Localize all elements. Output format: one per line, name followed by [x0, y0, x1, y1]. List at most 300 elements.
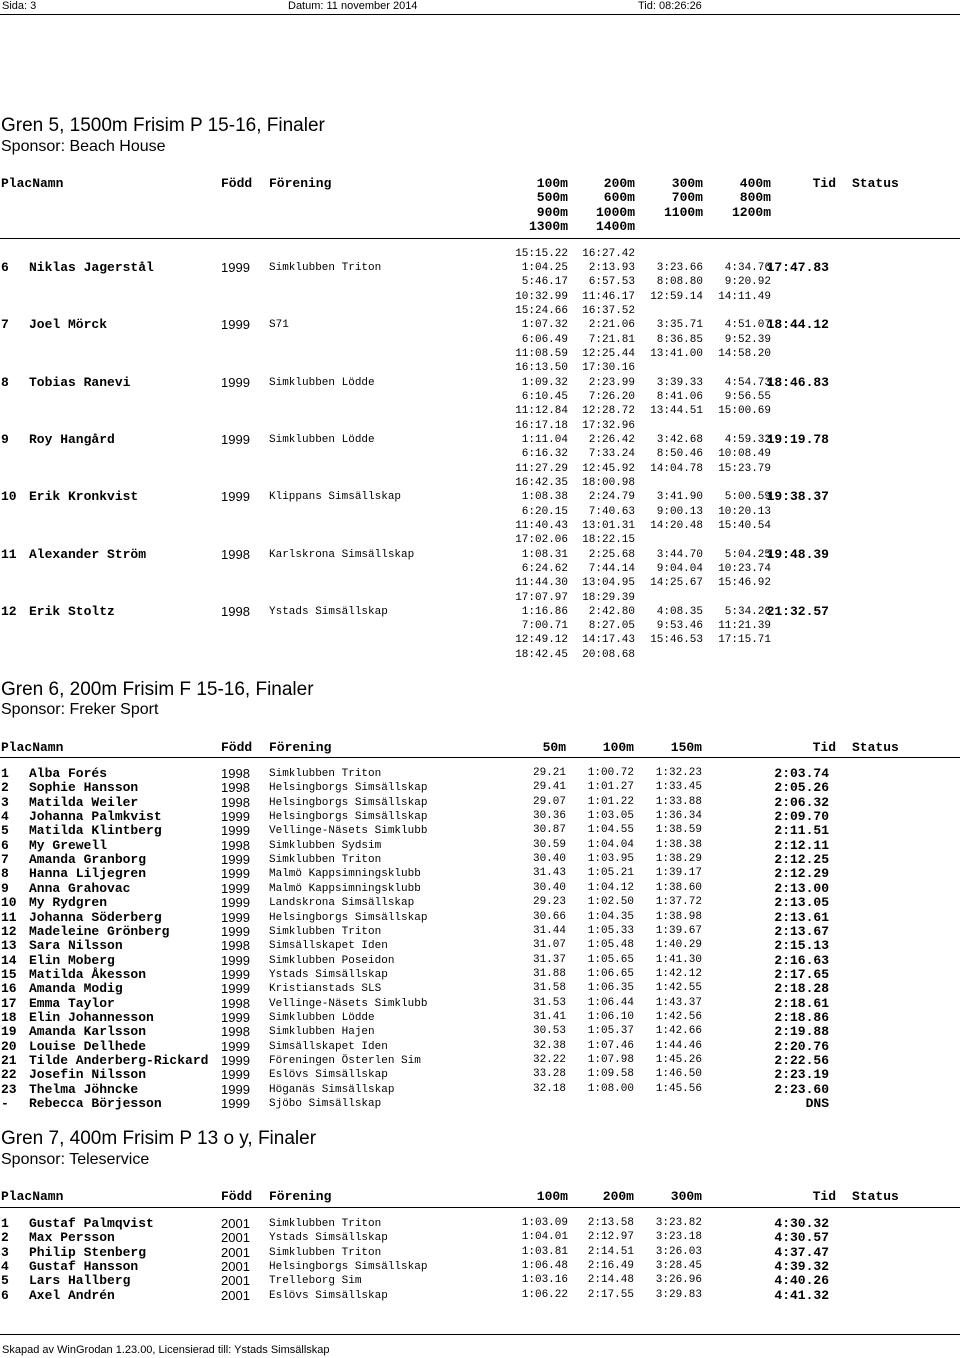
split-time: 15:46.53: [650, 634, 703, 647]
footer-rule: [0, 1334, 960, 1335]
header-rule: [0, 14, 960, 15]
swimmer-name: Louise Dellhede: [29, 1038, 147, 1054]
placing: 4: [1, 1259, 9, 1275]
birth-year: 2001: [221, 1259, 250, 1275]
col-placnamn: PlacNamn: [1, 1189, 64, 1204]
results-header-rule: [0, 757, 960, 758]
split-time: 3:44.70: [656, 548, 703, 561]
placing: 9: [1, 880, 9, 896]
split-time: 1:42.56: [655, 1010, 702, 1023]
club-name: Simklubben Lödde: [269, 433, 375, 446]
split-time: 29.21: [532, 767, 566, 779]
split-time: 13:04.95: [582, 577, 635, 590]
birth-year: 1999: [221, 431, 250, 447]
col-placnamn: PlacNamn: [1, 740, 64, 755]
placing: 12: [1, 603, 17, 619]
club-name: Simklubben Triton: [269, 1218, 382, 1230]
swimmer-name: Hanna Liljegren: [29, 866, 147, 882]
split-time: 1:04.25: [521, 262, 568, 274]
final-time: 2:03.74: [774, 766, 829, 781]
split-time: 14:11.49: [718, 290, 771, 303]
club-name: Kristianstads SLS: [269, 983, 382, 996]
birth-year: 1999: [221, 374, 250, 390]
placing: 2: [1, 780, 9, 796]
split-time: 1:08.00: [587, 1082, 634, 1095]
club-name: Simsällskapet Iden: [269, 940, 388, 953]
placing: 5: [1, 823, 9, 839]
split-time: 9:53.46: [656, 620, 703, 633]
split-time: 16:37.52: [582, 305, 635, 317]
birth-year: 1999: [221, 1038, 250, 1054]
split-time: 4:59.32: [724, 433, 771, 446]
placing: 20: [1, 1038, 17, 1054]
split-time: 2:23.99: [588, 376, 635, 389]
birth-year: 1999: [221, 317, 250, 333]
club-name: Simklubben Triton: [269, 768, 382, 780]
split-time: 10:08.49: [718, 448, 771, 461]
swimmer-name: Philip Stenberg: [29, 1244, 147, 1260]
placing: 21: [1, 1053, 17, 1068]
split-time: 8:27.05: [588, 620, 635, 633]
split-time: 2:16.49: [587, 1260, 634, 1273]
event-title-gren-5: Gren 5, 1500m Frisim P 15-16, Finaler: [1, 115, 325, 136]
placing: 8: [1, 866, 9, 882]
split-time: 2:26.42: [588, 433, 635, 446]
birth-year: 1999: [221, 923, 250, 939]
split-time: 2:17.55: [587, 1288, 634, 1301]
final-time: 19:38.37: [766, 489, 829, 505]
split-time: 1:39.17: [655, 867, 702, 880]
final-time: 17:47.83: [766, 260, 829, 275]
split-time: 6:24.62: [521, 562, 568, 575]
split-time: 12:49.12: [515, 634, 568, 647]
split-time: 1:04.35: [587, 910, 634, 923]
split-time: 3:23.18: [655, 1231, 702, 1244]
split-time: 1:04.01: [521, 1231, 568, 1244]
swimmer-name: Sophie Hansson: [29, 780, 139, 796]
split-time: 1:04.55: [587, 824, 634, 837]
placing: 15: [1, 966, 17, 982]
split-time: 3:28.45: [655, 1260, 702, 1273]
split-time: 6:16.32: [521, 448, 568, 461]
placing: 6: [1, 1287, 9, 1303]
club-name: Helsingborgs Simsällskap: [269, 782, 428, 795]
col-split-distance: 50m: [542, 740, 566, 755]
split-time: 1:06.65: [587, 967, 634, 980]
club-name: Vellinge-Näsets Simklubb: [269, 825, 428, 838]
birth-year: 1999: [221, 489, 250, 505]
final-time: 21:32.57: [766, 603, 829, 619]
split-time: 1:06.48: [521, 1260, 568, 1273]
split-time: 30.40: [532, 881, 566, 894]
split-time: 9:20.92: [724, 276, 771, 289]
club-name: Simklubben Lödde: [269, 1011, 375, 1024]
split-time: 3:41.90: [656, 491, 703, 504]
col-split-distance: 500m: [536, 190, 568, 206]
swimmer-name: Amanda Granborg: [29, 852, 147, 868]
club-name: Simklubben Poseidon: [269, 954, 395, 967]
col-tid: Tid: [812, 1189, 836, 1204]
split-time: 8:41.06: [656, 390, 703, 403]
split-time: 2:13.93: [588, 262, 635, 274]
split-time: 9:04.04: [656, 562, 703, 575]
club-name: Ystads Simsällskap: [269, 1232, 388, 1245]
col-status: Status: [852, 740, 899, 755]
col-tid: Tid: [812, 740, 836, 755]
split-time: 2:14.48: [587, 1274, 634, 1287]
split-time: 4:54.73: [724, 376, 771, 389]
final-time: 19:19.78: [766, 431, 829, 447]
split-time: 15:00.69: [718, 405, 771, 418]
swimmer-name: Amanda Karlsson: [29, 1024, 147, 1040]
split-time: 5:46.17: [521, 276, 568, 289]
birth-year: 1998: [221, 837, 250, 853]
col-split-distance: 600m: [603, 190, 635, 206]
birth-year: 1999: [221, 909, 250, 925]
split-time: 1:44.46: [655, 1039, 702, 1052]
club-name: Malmö Kappsimningsklubb: [269, 882, 421, 895]
event-title-gren-7: Gren 7, 400m Frisim P 13 o y, Finaler: [1, 1128, 317, 1149]
split-time: 1:08.38: [521, 491, 568, 504]
swimmer-name: Lars Hallberg: [29, 1273, 131, 1289]
col-split-distance: 150m: [670, 740, 702, 755]
split-time: 1:06.35: [587, 982, 634, 995]
split-time: 1:09.58: [587, 1068, 634, 1081]
birth-year: 1999: [221, 1067, 250, 1083]
split-time: 32.22: [532, 1054, 566, 1066]
swimmer-name: Matilda Åkesson: [29, 966, 147, 982]
split-time: 3:39.33: [656, 376, 703, 389]
split-time: 1:42.55: [655, 982, 702, 995]
split-time: 2:21.06: [588, 319, 635, 332]
birth-year: 1998: [221, 794, 250, 810]
split-time: 1:46.50: [655, 1068, 702, 1081]
split-time: 13:44.51: [650, 405, 703, 418]
split-time: 11:27.29: [515, 462, 568, 475]
col-split-distance: 100m: [536, 176, 568, 191]
club-name: Simklubben Triton: [269, 1246, 382, 1259]
swimmer-name: Tilde Anderberg-Rickard: [29, 1053, 209, 1068]
col-forening: Förening: [269, 1189, 332, 1204]
final-time: 2:19.88: [774, 1024, 829, 1040]
split-time: 2:42.80: [588, 605, 635, 618]
club-name: Vellinge-Näsets Simklubb: [269, 997, 428, 1010]
split-time: 17:15.71: [718, 634, 771, 647]
swimmer-name: Sara Nilsson: [29, 938, 123, 954]
swimmer-name: Elin Moberg: [29, 952, 115, 968]
split-time: 1:05.48: [587, 939, 634, 952]
split-time: 1:03.05: [587, 810, 634, 823]
final-time: 2:23.19: [774, 1067, 829, 1083]
final-time: 18:44.12: [766, 317, 829, 333]
swimmer-name: My Rydgren: [29, 895, 108, 911]
placing: 23: [1, 1081, 17, 1097]
split-time: 1:33.45: [655, 781, 702, 794]
split-time: 1:06.22: [521, 1288, 568, 1301]
page-time: Tid: 08:26:26: [638, 0, 702, 12]
col-split-distance: 200m: [603, 176, 635, 191]
split-time: 18:22.15: [582, 534, 635, 547]
birth-year: 1998: [221, 546, 250, 562]
final-time: 4:37.47: [774, 1244, 829, 1260]
event-sponsor-gren-7: Sponsor: Teleservice: [1, 1151, 150, 1168]
final-time: 2:12.11: [774, 837, 829, 853]
swimmer-name: Roy Hangård: [29, 431, 115, 447]
placing: 5: [1, 1273, 9, 1289]
club-name: Sjöbo Simsällskap: [269, 1098, 382, 1111]
split-time: 31.37: [532, 953, 566, 966]
event-sponsor-gren-5: Sponsor: Beach House: [1, 138, 166, 155]
final-time: 2:17.65: [774, 966, 829, 982]
final-time: 2:13.61: [774, 909, 829, 925]
col-fodd: Född: [221, 740, 253, 755]
swimmer-name: Alexander Ström: [29, 546, 147, 562]
swimmer-name: Johanna Palmkvist: [29, 809, 162, 825]
birth-year: 1999: [221, 823, 250, 839]
col-split-distance: 400m: [739, 176, 771, 191]
split-time: 32.38: [532, 1039, 566, 1052]
birth-year: 1999: [221, 1081, 250, 1097]
col-forening: Förening: [269, 176, 332, 191]
split-time: 1:04.04: [587, 838, 634, 851]
split-time: 32.18: [532, 1082, 566, 1095]
split-time: 1:01.27: [587, 781, 634, 794]
club-name: Simklubben Hajen: [269, 1026, 375, 1039]
swimmer-name: Matilda Weiler: [29, 794, 139, 810]
col-tid: Tid: [812, 176, 836, 191]
split-time: 3:42.68: [656, 433, 703, 446]
split-time: 16:13.50: [515, 362, 568, 375]
split-time: 3:26.03: [655, 1245, 702, 1258]
split-time: 7:44.14: [588, 562, 635, 575]
split-time: 16:17.18: [515, 419, 568, 432]
club-name: Helsingborgs Simsällskap: [269, 811, 428, 824]
split-time: 10:32.99: [515, 290, 568, 303]
club-name: Ystads Simsällskap: [269, 605, 388, 618]
col-placnamn: PlacNamn: [1, 176, 64, 191]
swimmer-name: Gustaf Palmqvist: [29, 1216, 154, 1231]
swimmer-name: Alba Forés: [29, 766, 108, 781]
split-time: 14:20.48: [650, 519, 703, 532]
placing: 4: [1, 809, 9, 825]
club-name: Simsällskapet Iden: [269, 1040, 388, 1053]
split-time: 9:00.13: [656, 505, 703, 518]
col-split-distance: 300m: [671, 176, 703, 191]
club-name: Klippans Simsällskap: [269, 491, 402, 504]
split-time: 5:00.59: [724, 491, 771, 504]
split-time: 1:33.88: [655, 795, 702, 808]
split-time: 14:04.78: [650, 462, 703, 475]
split-time: 7:33.24: [588, 448, 635, 461]
split-time: 1:04.12: [587, 881, 634, 894]
placing: 16: [1, 981, 17, 997]
split-time: 7:40.63: [588, 505, 635, 518]
split-time: 14:58.20: [718, 347, 771, 360]
split-time: 5:04.25: [724, 548, 771, 561]
split-time: 2:12.97: [587, 1231, 634, 1244]
club-name: Simklubben Triton: [269, 854, 382, 867]
split-time: 17:32.96: [582, 419, 635, 432]
placing: 3: [1, 1244, 9, 1260]
split-time: 10:20.13: [718, 505, 771, 518]
split-time: 12:59.14: [650, 290, 703, 303]
split-time: 17:30.16: [582, 362, 635, 375]
birth-year: 2001: [221, 1230, 250, 1246]
split-time: 17:02.06: [515, 534, 568, 547]
birth-year: 1998: [221, 1024, 250, 1040]
final-time: 2:06.32: [774, 794, 829, 810]
split-time: 2:25.68: [588, 548, 635, 561]
birth-year: 1998: [221, 766, 250, 781]
split-time: 8:50.46: [656, 448, 703, 461]
split-time: 14:17.43: [582, 634, 635, 647]
placing: 12: [1, 923, 17, 939]
placing: 6: [1, 837, 9, 853]
split-time: 29.07: [532, 795, 566, 808]
split-time: 15:24.66: [515, 305, 568, 317]
split-time: 1:06.44: [587, 996, 634, 1009]
club-name: Ystads Simsällskap: [269, 968, 388, 981]
placing: 19: [1, 1024, 17, 1040]
split-time: 9:52.39: [724, 333, 771, 346]
event-title-gren-6: Gren 6, 200m Frisim F 15-16, Finaler: [1, 679, 314, 700]
split-time: 1:05.21: [587, 867, 634, 880]
col-split-distance: 1200m: [731, 204, 771, 220]
swimmer-name: Thelma Jöhncke: [29, 1081, 139, 1097]
birth-year: 1999: [221, 1009, 250, 1025]
birth-year: 2001: [221, 1244, 250, 1260]
split-time: 8:36.85: [656, 333, 703, 346]
split-time: 7:00.71: [521, 620, 568, 633]
swimmer-name: Amanda Modig: [29, 981, 123, 997]
split-time: 3:26.96: [655, 1274, 702, 1287]
split-time: 9:56.55: [724, 390, 771, 403]
split-time: 8:08.80: [656, 276, 703, 289]
split-time: 1:11.04: [521, 433, 568, 446]
col-status: Status: [852, 176, 899, 191]
placing: 8: [1, 374, 9, 390]
placing: 10: [1, 489, 17, 505]
club-name: Simklubben Sydsim: [269, 839, 382, 852]
club-name: Eslövs Simsällskap: [269, 1289, 388, 1302]
col-split-distance: 100m: [536, 1189, 568, 1204]
col-fodd: Född: [221, 1189, 253, 1204]
split-time: 12:45.92: [582, 462, 635, 475]
split-time: 3:23.66: [656, 262, 703, 274]
split-time: 3:29.83: [655, 1288, 702, 1301]
split-time: 1:38.98: [655, 910, 702, 923]
split-time: 14:25.67: [650, 577, 703, 590]
club-name: Helsingborgs Simsällskap: [269, 911, 428, 924]
split-time: 1:00.72: [587, 767, 634, 779]
swimmer-name: My Grewell: [29, 837, 108, 853]
split-time: 1:16.86: [521, 605, 568, 618]
final-time: 2:15.13: [774, 938, 829, 954]
col-fodd: Född: [221, 176, 253, 191]
split-time: 1:32.23: [655, 767, 702, 779]
split-time: 30.36: [532, 810, 566, 823]
club-name: Trelleborg Sim: [269, 1275, 362, 1288]
split-time: 11:40.43: [515, 519, 568, 532]
final-time: 2:12.29: [774, 866, 829, 882]
birth-year: 1999: [221, 1053, 250, 1068]
split-time: 1:39.67: [655, 924, 702, 937]
swimmer-name: Rebecca Börjesson: [29, 1096, 162, 1112]
final-time: 2:13.00: [774, 880, 829, 896]
split-time: 12:25.44: [582, 347, 635, 360]
placing: 7: [1, 852, 9, 868]
split-time: 1:37.72: [655, 896, 702, 909]
swimmer-name: Matilda Klintberg: [29, 823, 162, 839]
birth-year: 2001: [221, 1216, 250, 1231]
swimmer-name: Anna Grahovac: [29, 880, 131, 896]
event-sponsor-gren-6: Sponsor: Freker Sport: [1, 701, 159, 718]
birth-year: 1999: [221, 981, 250, 997]
club-name: Föreningen Österlen Sim: [269, 1055, 421, 1067]
split-time: 2:24.79: [588, 491, 635, 504]
club-name: Simklubben Triton: [269, 262, 382, 274]
split-time: 1:45.56: [655, 1082, 702, 1095]
final-time: 4:30.32: [774, 1216, 829, 1231]
split-time: 1:07.98: [587, 1054, 634, 1066]
split-time: 1:41.30: [655, 953, 702, 966]
placing: 13: [1, 938, 17, 954]
placing: 11: [1, 546, 17, 562]
split-time: 1:40.29: [655, 939, 702, 952]
final-time: 2:18.28: [774, 981, 829, 997]
final-time: 2:13.67: [774, 923, 829, 939]
swimmer-name: Gustaf Hansson: [29, 1259, 139, 1275]
col-split-distance: 1400m: [595, 218, 635, 234]
col-split-distance: 1300m: [528, 218, 568, 234]
final-time: 2:18.61: [774, 995, 829, 1011]
placing: 22: [1, 1067, 17, 1083]
col-split-distance: 100m: [602, 740, 634, 755]
birth-year: 1998: [221, 938, 250, 954]
split-time: 31.53: [532, 996, 566, 1009]
split-time: 30.87: [532, 824, 566, 837]
club-name: Simklubben Lödde: [269, 376, 375, 389]
final-time: 2:22.56: [774, 1053, 829, 1068]
birth-year: 1999: [221, 809, 250, 825]
birth-year: 1999: [221, 1096, 250, 1112]
split-time: 31.43: [532, 867, 566, 880]
final-time: 4:30.57: [774, 1230, 829, 1246]
final-time: 2:18.86: [774, 1009, 829, 1025]
split-time: 17:07.97: [515, 591, 568, 604]
split-time: 30.53: [532, 1025, 566, 1038]
split-time: 1:07.46: [587, 1039, 634, 1052]
split-time: 1:36.34: [655, 810, 702, 823]
col-split-distance: 200m: [602, 1189, 634, 1204]
split-time: 3:35.71: [656, 319, 703, 332]
split-time: 11:46.17: [582, 290, 635, 303]
birth-year: 1999: [221, 852, 250, 868]
col-split-distance: 300m: [670, 1189, 702, 1204]
placing: 9: [1, 431, 9, 447]
split-time: 1:42.66: [655, 1025, 702, 1038]
birth-year: 1999: [221, 866, 250, 882]
birth-year: 1998: [221, 995, 250, 1011]
split-time: 6:57.53: [588, 276, 635, 289]
split-time: 10:23.74: [718, 562, 771, 575]
col-split-distance: 700m: [671, 190, 703, 206]
final-time: 4:41.32: [774, 1287, 829, 1303]
split-time: 2:13.58: [587, 1217, 634, 1229]
final-time: 2:13.05: [774, 895, 829, 911]
swimmer-name: Erik Kronkvist: [29, 489, 139, 505]
split-time: 3:23.82: [655, 1217, 702, 1229]
